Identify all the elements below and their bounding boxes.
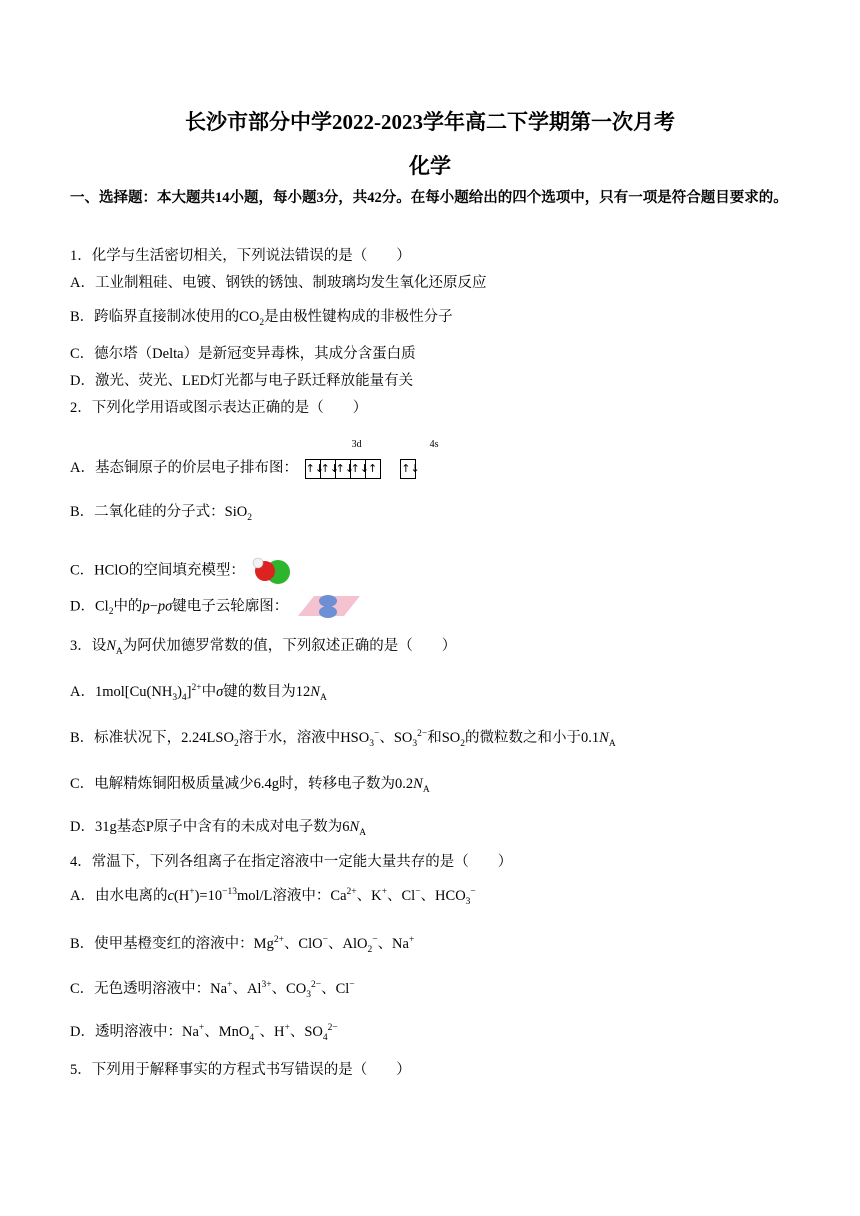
q1-option-c: C．德尔塔（Delta）是新冠变异毒株，其成分含蛋白质 xyxy=(70,346,416,362)
subject-title: 化学 xyxy=(409,154,451,178)
q4-stem: 4．常温下，下列各组离子在指定溶液中一定能大量共存的是（ ） xyxy=(70,854,513,870)
q3-option-c: C．电解精炼铜阳极质量减少6.4g时，转移电子数为$0.2N_A$ xyxy=(70,776,430,795)
q1-option-a: A．工业制粗硅、电镀、钢铁的锈蚀、制玻璃均发生氧化还原反应 xyxy=(70,275,487,291)
q2-option-b: B．二氧化硅的分子式：SiO$_2$ xyxy=(70,504,252,523)
q4-option-b: B．使甲基橙变红的溶液中：$Mg^{2+}$、ClO−、AlO$_2$−、Na+ xyxy=(70,935,415,955)
q3-stem: 3．设$N_A$为阿伏加德罗常数的值，下列叙述正确的是（ ） xyxy=(70,638,457,657)
q2-option-a: A．基态铜原子的价层电子排布图： 3d ↑↓↑↓↑↓↑↓↑ 4s ↑↓ xyxy=(70,456,416,479)
q2-stem: 2．下列化学用语或图示表达正确的是（ ） xyxy=(70,400,368,416)
q1-option-b: B．跨临界直接制冰使用的$CO_2$是由极性键构成的非极性分子 xyxy=(70,309,453,328)
q3-option-b: B．标准状况下，$2.24LSO_2$溶于水，溶液中$HSO_3^-$、$SO_3^{2-}$和$SO_2$的微粒数之和小于$0.1N_A$ xyxy=(70,729,616,749)
q4-option-d: D．透明溶液中：Na+、MnO$_4$−、H+、$SO_4^{2-}$ xyxy=(70,1023,338,1043)
section-heading: 一、选择题：本大题共14小题，每小题3分，共42分。在每小题给出的四个选项中，只有一项是符合题目要求的。 xyxy=(70,190,788,206)
q2-option-d: D．$Cl_2$中的p−pσ键电子云轮廓图： xyxy=(70,592,362,622)
q3-option-a: A．$1mol[Cu(NH_3)_4]^{2+}$中σ键的数目为$12N_A$ xyxy=(70,683,327,703)
q1-stem: 1．化学与生活密切相关，下列说法错误的是（ ） xyxy=(70,248,411,264)
q2-option-c: C．HClO的空间填充模型： xyxy=(70,554,292,588)
orbital-cloud-diagram xyxy=(292,592,362,622)
orbital-diagram: 3d ↑↓↑↓↑↓↑↓↑ 4s ↑↓ xyxy=(306,459,417,479)
hclo-space-filling-model xyxy=(248,554,292,588)
q5-stem: 5．下列用于解释事实的方程式书写错误的是（ ） xyxy=(70,1062,411,1078)
q4-option-a: A．由水电离的$c(H^+)=10^{-13}mol/L$溶液中：$Ca^{2+}$、K+、Cl−、$HCO_3^-$ xyxy=(70,887,476,907)
q1-option-d: D．激光、荧光、LED灯光都与电子跃迁释放能量有关 xyxy=(70,373,414,389)
q3-option-d: D．31g基态P原子中含有的未成对电子数为$6N_A$ xyxy=(70,819,367,838)
page-title: 长沙市部分中学2022-2023学年高二下学期第一次月考 xyxy=(185,110,675,134)
q4-option-c: C．无色透明溶液中：Na+、$Al^{3+}$、$CO_3^{2-}$、Cl− xyxy=(70,980,355,1000)
